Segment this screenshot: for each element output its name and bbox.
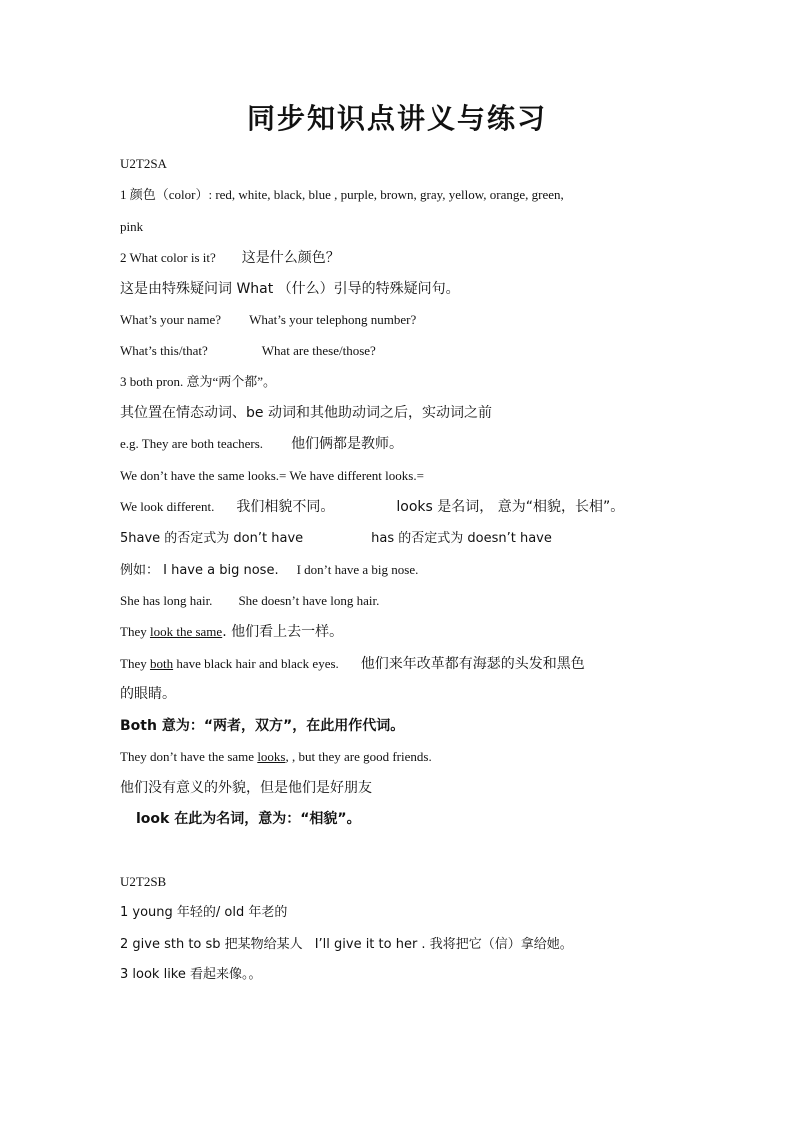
young-old-line: 1 young 年轻的/ old 年老的: [120, 905, 288, 920]
example-name: What’s your name?: [120, 312, 222, 327]
example-hair-positive: She has long hair.: [120, 593, 213, 608]
look-different-zh: 我们相貌不同。: [236, 499, 335, 515]
eg-teachers-en: e.g. They are both teachers.: [120, 436, 264, 451]
good-friends-zh: 他们没有意义的外貌，但是他们是好朋友: [120, 780, 372, 796]
example-nose-positive: 例如： I have a big nose.: [120, 563, 279, 578]
give-sth-example: I’ll give it to her . 我将把它（信）拿给她。: [314, 937, 573, 952]
has-negative: has 的否定式为 doesn’t have: [371, 531, 552, 546]
eg-teachers-zh: 他们俩都是教师。: [291, 436, 404, 452]
eg-teachers-line: [120, 434, 403, 454]
both-pronoun-note: Both 意为：“两者，双方”，在此用作代词。: [120, 718, 405, 734]
example-hair-line: [120, 591, 379, 611]
look-same-zh: . 他们看上去一样。: [222, 624, 344, 640]
both-hair-en: have black hair and black eyes.: [176, 656, 339, 671]
example-hair-negative: She doesn’t have long hair.: [238, 593, 380, 608]
look-like-line: 3 look like 看起来像。。: [120, 967, 262, 982]
section-b-heading: U2T2SB: [120, 874, 167, 889]
both-hair-subject: They: [120, 656, 147, 671]
give-sth-line: [120, 934, 573, 955]
what-color-line: [120, 248, 340, 268]
colors-line: 1 颜色（color）: red, white, black, blue , purple, brown, gray, yellow, orange, green,: [120, 187, 564, 202]
example-these: What are these/those?: [261, 343, 376, 358]
good-friends-start: They don’t have the same: [120, 749, 255, 764]
look-same-subject: They: [120, 624, 147, 639]
both-hair-line: [120, 654, 585, 674]
have-negative: 5have 的否定式为 don’t have: [120, 531, 304, 546]
good-friends-end: , , but they are good friends.: [285, 749, 432, 764]
look-same-underlined: look the same: [149, 624, 223, 639]
looks-noun-note: looks 是名词， 意为“相貌，长相”。: [396, 499, 625, 515]
both-underlined: both: [149, 656, 174, 671]
both-definition: 3 both pron. 意为“两个都”。: [120, 374, 276, 389]
example-nose-line: [120, 560, 418, 581]
section-a-heading: U2T2SA: [120, 156, 167, 171]
have-negative-line: [120, 528, 552, 549]
example-name-line: [120, 310, 416, 330]
example-nose-negative: I don’t have a big nose.: [296, 562, 419, 577]
same-looks-line: We don’t have the same looks.= We have different looks.=: [120, 468, 424, 483]
example-this: What’s this/that?: [120, 343, 208, 358]
example-this-line: [120, 341, 376, 361]
look-different-line: [120, 497, 624, 517]
what-color-en: 2 What color is it?: [120, 250, 216, 265]
special-question-note: 这是由特殊疑问词 What （什么）引导的特殊疑问句。: [120, 281, 460, 297]
both-position-note: 其位置在情态动词、be 动词和其他助动词之后，实动词之前: [120, 405, 492, 421]
looks-underlined: looks: [257, 749, 286, 764]
example-phone: What’s your telephong number?: [249, 312, 417, 327]
look-different-en: We look different.: [120, 499, 215, 514]
look-same-line: [120, 622, 343, 642]
give-sth-phrase: 2 give sth to sb 把某物给某人: [120, 937, 303, 952]
what-color-zh: 这是什么颜色？: [241, 250, 340, 266]
look-noun-note: look 在此为名词，意为：“相貌”。: [136, 811, 361, 827]
page-title: 同步知识点讲义与练习: [246, 102, 547, 135]
both-hair-zh-cont: 的眼睛。: [120, 686, 176, 702]
both-hair-zh: 他们来年改革都有海瑟的头发和黑色: [360, 656, 585, 672]
colors-line-cont: pink: [120, 219, 144, 234]
good-friends-line: [120, 747, 432, 767]
